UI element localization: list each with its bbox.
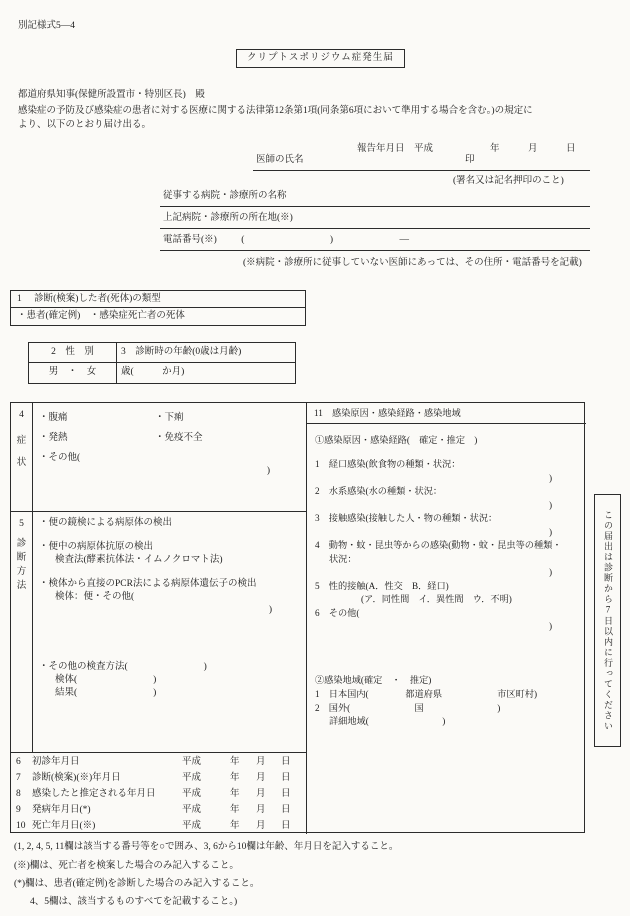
infection-area-header: ②感染地域(確定 ・ 推定) bbox=[315, 674, 432, 685]
method-antigen: ・便中の病原体抗原の検出 bbox=[39, 542, 154, 552]
day-label: 日 bbox=[281, 788, 291, 799]
phone-note: (※病院・診療所に従事していない医師にあっては、その住所・電話番号を記載) bbox=[243, 258, 582, 268]
route-item-oral: 1 経口感染(飲食物の種類・状況： bbox=[315, 459, 461, 470]
method-antigen-test-type: 検査法(酵素抗体法・イムノクロマト法) bbox=[55, 555, 223, 565]
section4-content bbox=[33, 403, 306, 512]
section1-options: ・患者(確定例) ・感染症死亡者の死体 bbox=[17, 311, 185, 322]
month-label: 月 bbox=[256, 804, 266, 815]
symptom-fever: ・発熱 bbox=[39, 433, 68, 443]
section1-header: 診断(検案)した者(死体)の類型 bbox=[34, 294, 161, 304]
hospital-address-field bbox=[160, 212, 590, 229]
section1-number: 1 bbox=[17, 294, 22, 304]
method-other: ・その他の検査方法( ) bbox=[39, 662, 207, 672]
phone-label: 電話番号(※) bbox=[163, 235, 217, 245]
side-note-box bbox=[594, 494, 621, 747]
method-pcr-specimen: 検体：便・その他( bbox=[55, 592, 135, 602]
hospital-name-label: 従事する病院・診療所の名称 bbox=[163, 191, 287, 201]
route-item-waterborne-close: ) bbox=[548, 499, 552, 510]
section5-content bbox=[33, 512, 306, 753]
month-label: 月 bbox=[256, 772, 266, 783]
hospital-name-field bbox=[160, 190, 590, 207]
sex-options: 男 ・ 女 bbox=[29, 363, 117, 383]
doctor-name-field bbox=[253, 154, 590, 171]
year-label: 年 bbox=[230, 804, 240, 815]
era-label: 平成 bbox=[182, 772, 202, 783]
row-label: 発病年月日(*) bbox=[32, 804, 91, 815]
addressee-line: 都道府県知事(保健所設置市・特別区長) 殿 bbox=[18, 90, 205, 100]
section11-body bbox=[307, 424, 586, 729]
era-label: 平成 bbox=[182, 804, 202, 815]
area-item-detail: 詳細地域( ) bbox=[329, 716, 446, 727]
footer-note-3: (*)欄は、患者(確定例)を診断した場合のみ記入すること。 bbox=[14, 879, 260, 889]
section5-number-cell bbox=[11, 512, 33, 753]
route-item-animal-line2: 状況： bbox=[329, 553, 357, 564]
section4-number: 4 bbox=[19, 410, 24, 420]
year-label: 年 bbox=[230, 756, 240, 767]
era-label: 平成 bbox=[182, 788, 202, 799]
route-item-animal: 4 動物・蚊・昆虫等からの感染(動物・蚊・昆虫等の種類・ bbox=[315, 540, 562, 551]
month-label: 月 bbox=[256, 820, 266, 831]
symptom-other: ・その他( bbox=[39, 453, 81, 463]
section11 bbox=[306, 403, 586, 834]
date-rows-area bbox=[11, 753, 306, 834]
year-label: 年 bbox=[230, 772, 240, 783]
date-row-onset bbox=[11, 802, 306, 818]
report-date-line: 報告年月日 平成 年 月 日 bbox=[357, 144, 576, 154]
form-number: 別記様式5—4 bbox=[18, 21, 76, 31]
footer-note-1: (1, 2, 4, 5, 11欄は該当する番号等を○で囲み、3, 6から10欄は年齢、年月日を記入すること。 bbox=[14, 842, 399, 852]
row-number: 9 bbox=[16, 804, 21, 815]
route-item-animal-close: ) bbox=[548, 567, 552, 578]
row-label: 初診年月日 bbox=[32, 756, 80, 767]
age-value: 歳( か月) bbox=[121, 367, 185, 377]
route-item-sexual-sub: (ア．同性間 イ．異性間 ウ．不明) bbox=[361, 594, 512, 605]
route-item-sexual: 5 性的接触(A．性交 B．経口) bbox=[315, 580, 449, 591]
method-pcr-specimen-close: ) bbox=[268, 605, 272, 615]
row-number: 7 bbox=[16, 772, 21, 783]
section5-number: 5 bbox=[19, 519, 24, 529]
month-label: 月 bbox=[256, 756, 266, 767]
row-label: 死亡年月日(※) bbox=[32, 820, 96, 831]
era-label: 平成 bbox=[182, 820, 202, 831]
method-microscopy: ・便の鏡検による病原体の検出 bbox=[39, 518, 173, 528]
date-row-estimated-infection bbox=[11, 786, 306, 802]
symptom-diarrhea: ・下痢 bbox=[155, 413, 184, 423]
method-pcr: ・検体から直接のPCR法による病原体遺伝子の検出 bbox=[39, 579, 257, 589]
doctor-name-label: 医師の氏名 bbox=[256, 155, 304, 165]
sex-age-table bbox=[28, 342, 296, 384]
hospital-address-label: 上記病院・診療所の所在地(※) bbox=[163, 213, 293, 223]
route-item-other: 6 その他( bbox=[315, 607, 360, 618]
footer-note-4: 4、5欄は、該当するものすべてを記載すること。) bbox=[30, 897, 238, 907]
section1-box bbox=[10, 290, 306, 326]
year-label: 年 bbox=[230, 820, 240, 831]
signature-note: (署名又は記名押印のこと) bbox=[453, 176, 564, 186]
legal-text-line2: より、以下のとおり届け出る。 bbox=[18, 120, 152, 130]
phone-format: ( ) — bbox=[241, 235, 410, 245]
route-item-other-close: ) bbox=[548, 621, 552, 632]
seal-mark: 印 bbox=[465, 155, 475, 165]
route-item-waterborne: 2 水系感染(水の種類・状況： bbox=[315, 486, 443, 497]
method-other-result: 結果( ) bbox=[55, 688, 157, 698]
form-title: クリプトスポリジウム症発生届 bbox=[247, 53, 394, 63]
month-label: 月 bbox=[256, 788, 266, 799]
date-row-death bbox=[11, 818, 306, 834]
area-item-domestic: 1 日本国内( 都道府県 市区町村) bbox=[315, 689, 538, 700]
symptom-abdominal-pain: ・腹痛 bbox=[39, 413, 68, 423]
date-row-diagnosis bbox=[11, 770, 306, 786]
day-label: 日 bbox=[281, 756, 291, 767]
day-label: 日 bbox=[281, 820, 291, 831]
form-title-box bbox=[236, 49, 405, 68]
day-label: 日 bbox=[281, 772, 291, 783]
area-item-overseas: 2 国外( 国 ) bbox=[315, 702, 501, 713]
main-table bbox=[10, 402, 585, 833]
year-label: 年 bbox=[230, 788, 240, 799]
symptom-immunodeficiency: ・免疫不全 bbox=[155, 433, 203, 443]
section1-header-row bbox=[11, 291, 305, 308]
row-label: 感染したと推定される年月日 bbox=[32, 788, 156, 799]
section4-label: 症状 bbox=[16, 436, 27, 469]
route-item-oral-close: ) bbox=[548, 472, 552, 483]
section4-number-cell bbox=[11, 403, 33, 512]
era-label: 平成 bbox=[182, 756, 202, 767]
infection-route-header: ①感染原因・感染経路( 確定・推定 ) bbox=[315, 434, 478, 445]
method-other-specimen: 検体( ) bbox=[55, 675, 157, 685]
route-item-contact-close: ) bbox=[548, 526, 552, 537]
age-header: 3 診断時の年齢(0歳は月齢) bbox=[117, 343, 295, 363]
row-number: 6 bbox=[16, 756, 21, 767]
row-label: 診断(検案)(※)年月日 bbox=[32, 772, 121, 783]
row-number: 10 bbox=[16, 820, 26, 831]
symptom-other-close: ) bbox=[266, 466, 270, 476]
date-row-first-visit bbox=[11, 754, 306, 770]
day-label: 日 bbox=[281, 804, 291, 815]
section5-label: 診断方法 bbox=[16, 539, 27, 591]
row-number: 8 bbox=[16, 788, 21, 799]
route-item-contact: 3 接触感染(接触した人・物の種類・状況： bbox=[315, 513, 498, 524]
legal-text-line1: 感染症の予防及び感染症の患者に対する医療に関する法律第12条第1項(同条第6項において準用する場合を含む。)の規定に bbox=[18, 106, 533, 116]
footer-note-2: (※)欄は、死亡者を検案した場合のみ記入すること。 bbox=[14, 861, 239, 871]
side-note: この届出は診断から7日以内に行ってください bbox=[603, 509, 613, 732]
sex-header: 2 性 別 bbox=[29, 343, 117, 363]
phone-field bbox=[160, 234, 590, 251]
section11-header: 11 感染原因・感染経路・感染地域 bbox=[307, 403, 586, 424]
